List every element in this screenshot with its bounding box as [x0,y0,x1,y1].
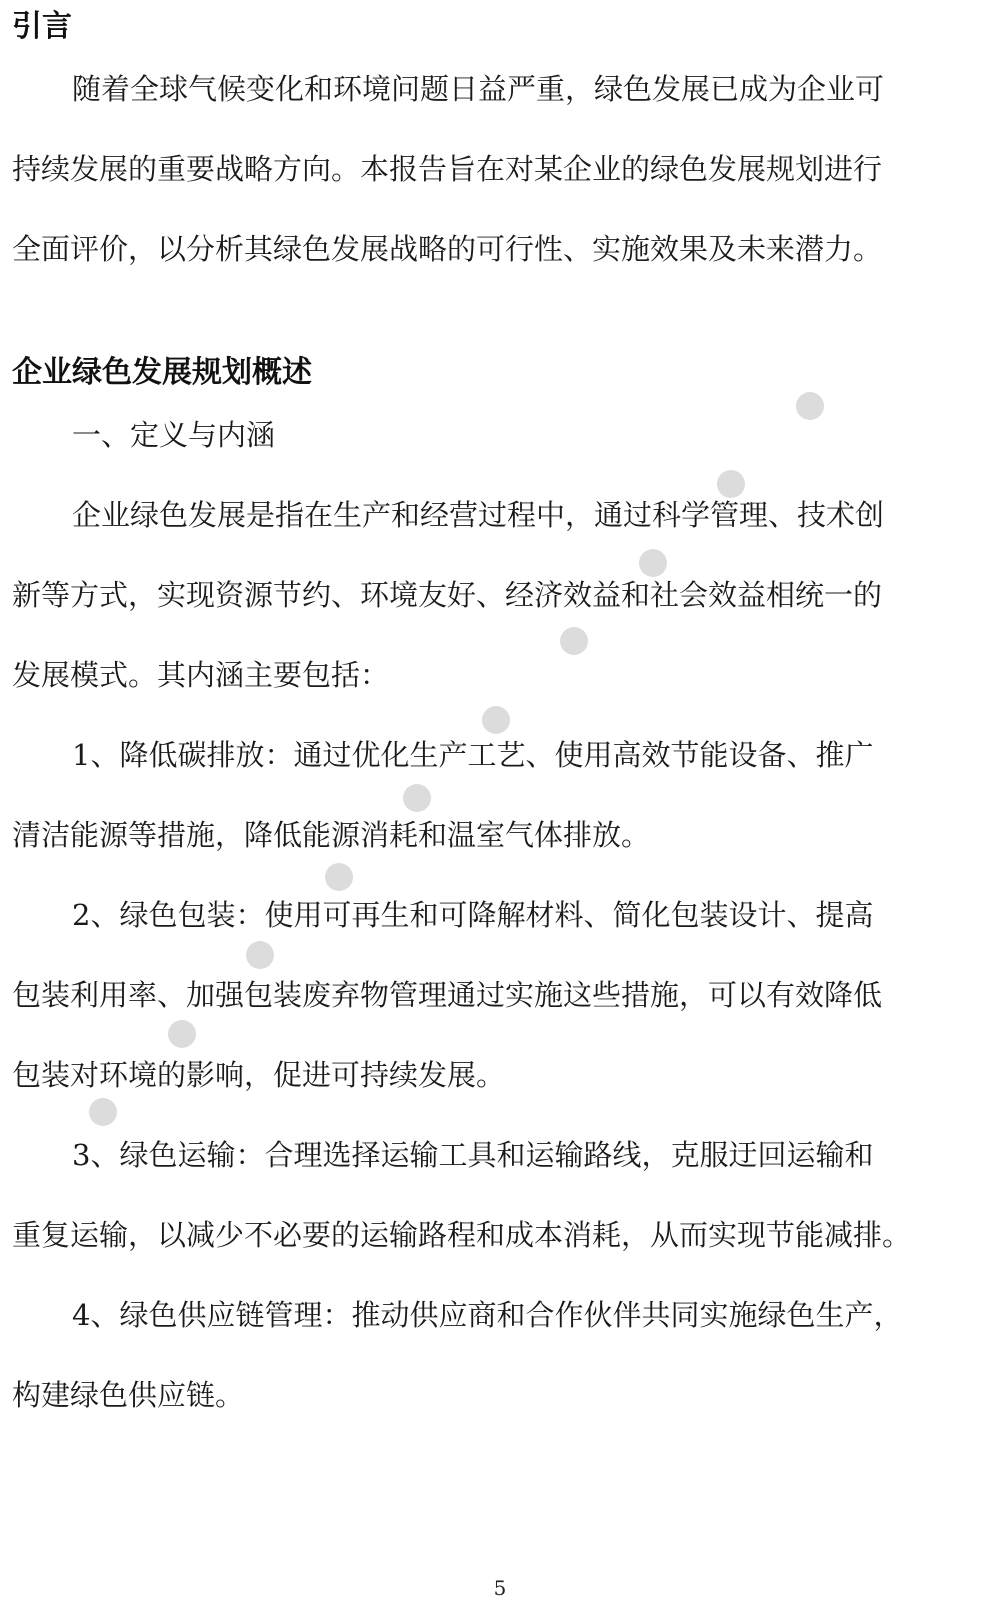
watermark-dot [168,1020,196,1048]
overview-subheading: 一、定义与内涵 [72,418,276,452]
list-item-line: 3、绿色运输：合理选择运输工具和运输路线，克服迂回运输和 [72,1138,874,1172]
overview-paragraph-line: 发展模式。其内涵主要包括： [12,658,390,692]
watermark-dot [89,1098,117,1126]
watermark-dot [403,784,431,812]
intro-paragraph-line: 持续发展的重要战略方向。本报告旨在对某企业的绿色发展规划进行 [12,152,883,186]
watermark-dot [325,863,353,891]
intro-paragraph-line: 全面评价，以分析其绿色发展战略的可行性、实施效果及未来潜力。 [12,232,883,266]
watermark-dot [639,549,667,577]
watermark-dot [482,706,510,734]
watermark-dot [246,941,274,969]
intro-paragraph-line: 随着全球气候变化和环境问题日益严重，绿色发展已成为企业可 [72,72,885,106]
overview-paragraph-line: 企业绿色发展是指在生产和经营过程中，通过科学管理、技术创 [72,498,885,532]
watermark-dot [560,627,588,655]
intro-heading: 引言 [12,9,72,44]
page-number: 5 [493,1576,507,1600]
watermark-dot [796,392,824,420]
list-item-line: 1、降低碳排放：通过优化生产工艺、使用高效节能设备、推广 [72,738,874,772]
list-item-line: 重复运输，以减少不必要的运输路程和成本消耗，从而实现节能减排。 [12,1218,912,1252]
list-item-line: 2、绿色包装：使用可再生和可降解材料、简化包装设计、提高 [72,898,874,932]
list-item-line: 包装利用率、加强包装废弃物管理通过实施这些措施，可以有效降低 [12,978,883,1012]
watermark-dot [717,470,745,498]
list-item-line: 构建绿色供应链。 [12,1378,245,1412]
list-item-line: 清洁能源等措施，降低能源消耗和温室气体排放。 [12,818,651,852]
list-item-line: 4、绿色供应链管理：推动供应商和合作伙伴共同实施绿色生产， [72,1298,903,1332]
list-item-line: 包装对环境的影响，促进可持续发展。 [12,1058,506,1092]
overview-heading: 企业绿色发展规划概述 [12,355,312,390]
overview-paragraph-line: 新等方式，实现资源节约、环境友好、经济效益和社会效益相统一的 [12,578,883,612]
